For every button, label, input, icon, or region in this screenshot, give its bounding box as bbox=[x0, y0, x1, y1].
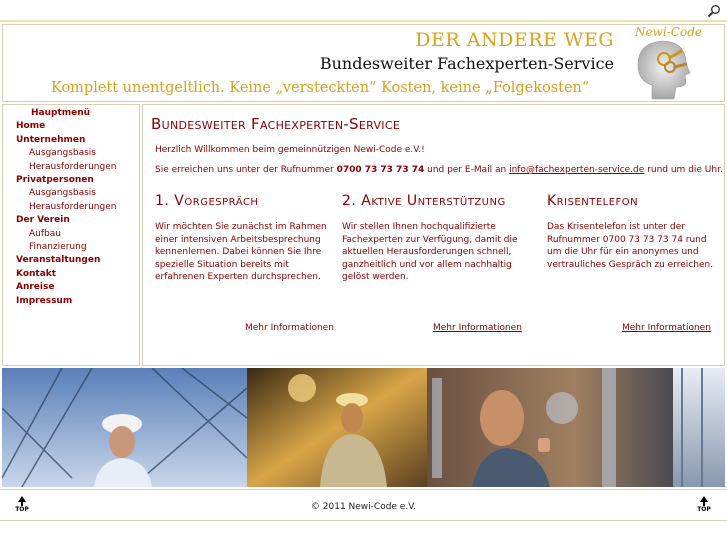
copyright-text: © 2011 Newi-Code e.V. bbox=[310, 502, 417, 512]
column-heading: Krisentelefon bbox=[547, 193, 639, 209]
more-info-link-unterstuetzung[interactable]: Mehr Informationen bbox=[433, 323, 522, 333]
menu-item-kontakt[interactable]: Kontakt bbox=[16, 268, 57, 279]
column-aktive-unterstuetzung bbox=[342, 193, 522, 284]
column-text: Wir möchten Sie zunächst im Rahmen einer intensiven Arbeitsbesprechung kennenlernen. Dabei können Sie Ihre spezielle Situation bereits mit erfahrenen Experten durchsprechen. bbox=[155, 222, 327, 283]
column-heading: 2. Aktive Unterstützung bbox=[342, 193, 506, 209]
menu-item-privatpersonen-ausgangsbasis[interactable]: Ausgangsbasis bbox=[29, 188, 96, 199]
column-text: Das Krisentelefon ist unter der Rufnummer 0700 73 73 73 74 rund um die Uhr für ein anonymes und vertrauliches Gespräch zu erreichen. bbox=[547, 222, 714, 270]
top-label: TOP bbox=[15, 506, 29, 513]
menu-item-unternehmen[interactable]: Unternehmen bbox=[16, 134, 86, 145]
contact-line bbox=[155, 165, 723, 175]
menu-item-unternehmen-herausforderungen[interactable]: Herausforderungen bbox=[29, 161, 117, 172]
contact-mid: und per E-Mail an bbox=[424, 165, 510, 175]
menu-item-home[interactable]: Home bbox=[16, 121, 46, 132]
welcome-text: Herzlich Willkommen beim gemeinnützigen Newi-Code e.V.! bbox=[155, 145, 425, 155]
column-vorgespraech bbox=[155, 193, 335, 284]
menu-item-anreise[interactable]: Anreise bbox=[16, 282, 55, 293]
menu-item-impressum[interactable]: Impressum bbox=[16, 295, 73, 306]
engineers-photo-collage bbox=[2, 368, 725, 487]
column-krisentelefon bbox=[547, 193, 719, 271]
main-content bbox=[142, 104, 725, 366]
search-icon[interactable] bbox=[707, 4, 721, 18]
menu-heading: Hauptmenü bbox=[31, 108, 91, 118]
back-to-top-right-button[interactable] bbox=[694, 496, 714, 518]
site-subtitle: Bundesweiter Fachexperten-Service bbox=[319, 54, 614, 73]
logo-text: Newi-Code bbox=[635, 25, 702, 39]
menu-item-privatpersonen[interactable]: Privatpersonen bbox=[16, 175, 94, 186]
menu-item-aufbau[interactable]: Aufbau bbox=[29, 228, 61, 239]
bottom-spacer bbox=[0, 522, 727, 545]
menu-item-finanzierung[interactable]: Finanzierung bbox=[29, 242, 87, 253]
phone-number: 0700 73 73 73 74 bbox=[336, 165, 425, 175]
email-link[interactable]: info@fachexperten-service.de bbox=[509, 165, 645, 175]
top-bar bbox=[0, 0, 727, 22]
more-info-link-vorgespraech[interactable]: Mehr Informationen bbox=[245, 323, 334, 333]
top-label: TOP bbox=[697, 506, 711, 513]
column-text: Wir stellen Ihnen hochqualifizierte Fachexperten zur Verfügung, damit die aktuellen Herausforderungen schnell, ganzheitlich und vor allem nachhaltig gelöst werden. bbox=[342, 222, 518, 283]
menu-item-unternehmen-ausgangsbasis[interactable]: Ausgangsbasis bbox=[29, 148, 96, 159]
contact-prefix: Sie erreichen uns unter der Rufnummer bbox=[155, 165, 337, 175]
menu-item-der-verein[interactable]: Der Verein bbox=[16, 215, 70, 226]
menu-item-veranstaltungen[interactable]: Veranstaltungen bbox=[16, 255, 101, 266]
site-footer bbox=[0, 489, 727, 521]
site-slogan: Komplett unentgeltlich. Keine „versteckten“ Kosten, keine „Folgekosten“ bbox=[51, 80, 590, 96]
main-menu bbox=[2, 104, 140, 366]
column-heading: 1. Vorgespräch bbox=[155, 193, 259, 209]
site-header bbox=[2, 24, 725, 102]
photo-banner bbox=[2, 368, 725, 487]
contact-suffix: rund um die Uhr. bbox=[644, 165, 723, 175]
menu-item-privatpersonen-herausforderungen[interactable]: Herausforderungen bbox=[29, 201, 117, 212]
page-title: Bundesweiter Fachexperten-Service bbox=[151, 115, 401, 133]
site-title: DER ANDERE WEG bbox=[415, 29, 614, 51]
more-info-link-krisentelefon[interactable]: Mehr Informationen bbox=[622, 323, 711, 333]
